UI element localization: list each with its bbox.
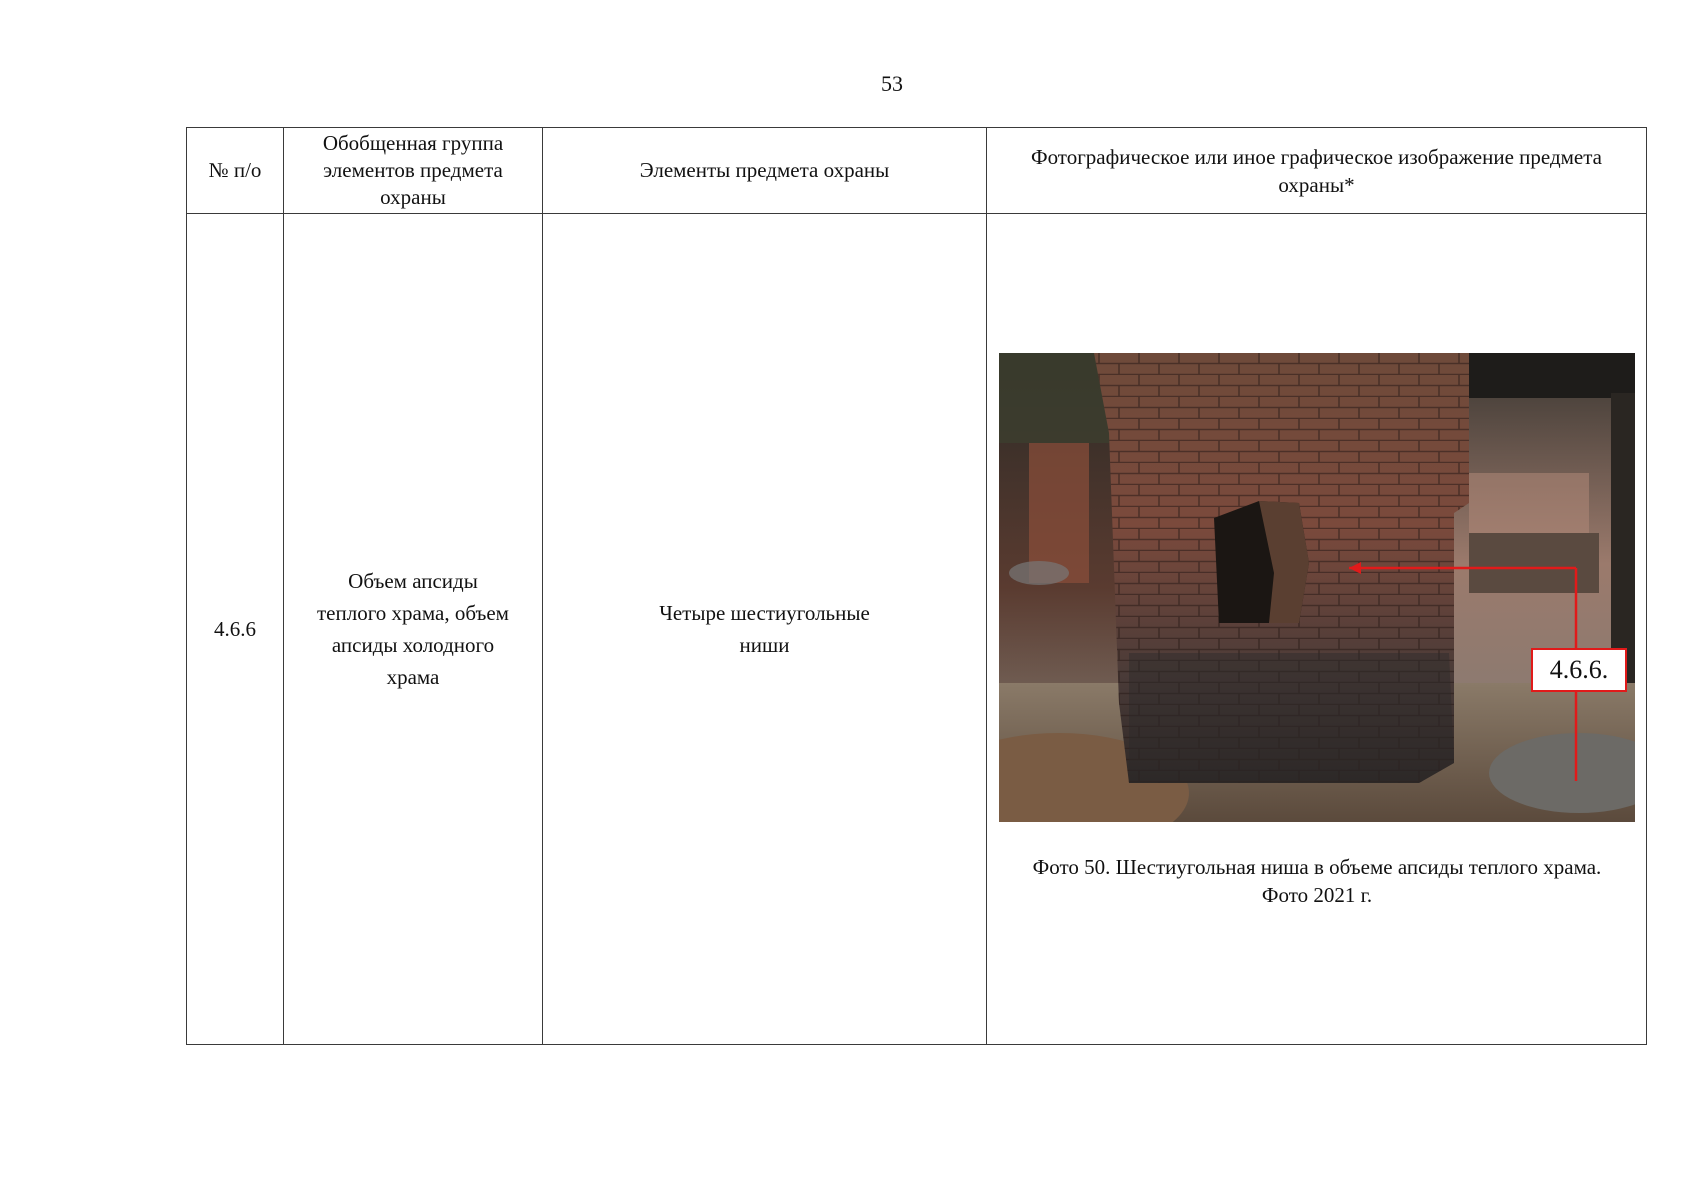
protection-table xyxy=(186,127,1647,1045)
row-photo-cell xyxy=(987,214,1647,1045)
photo-caption-line1: Фото 50. Шестиугольная ниша в объеме апсиды теплого храма. xyxy=(1032,855,1602,879)
row-elements: Четыре шестиугольные ниши xyxy=(543,214,987,1045)
niche-photo-image xyxy=(999,353,1635,822)
photo-caption xyxy=(999,853,1635,909)
photo-annotation-label: 4.6.6. xyxy=(1531,648,1627,692)
header-image: Фотографическое или иное графическое изображение предмета охраны* xyxy=(987,128,1647,214)
header-group: Обобщенная группа элементов предмета охраны xyxy=(284,128,543,214)
photo-caption-line2: Фото 2021 г. xyxy=(1261,883,1373,907)
table-header-row xyxy=(187,128,1647,214)
header-elements: Элементы предмета охраны xyxy=(543,128,987,214)
row-number: 4.6.6 xyxy=(187,214,284,1045)
row-group: Объем апсиды теплого храма, объем апсиды холодного храма xyxy=(284,214,543,1045)
header-number: № п/о xyxy=(187,128,284,214)
table-row xyxy=(187,214,1647,1045)
niche-photo xyxy=(999,353,1635,822)
page-number: 53 xyxy=(881,71,903,96)
